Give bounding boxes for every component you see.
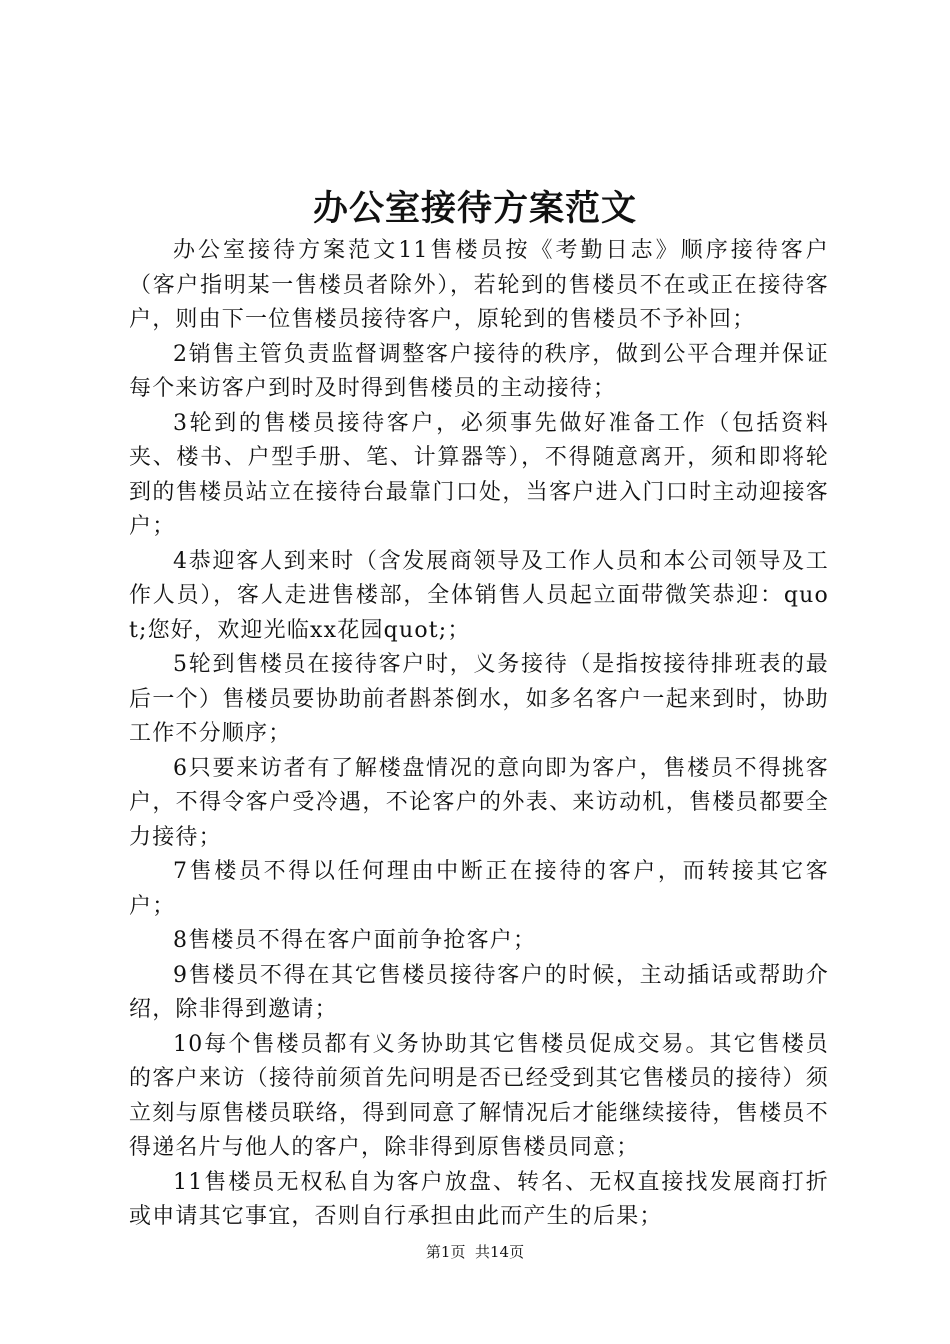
paragraph-10: 10每个售楼员都有义务协助其它售楼员促成交易。其它售楼员的客户来访（接待前须首先问明是否已经受到其它售楼员的接待）须立刻与原售楼员联络，得到同意了解情况后才能继续接待，售楼员不得递名片与他人的客户，除非得到原售楼员同意； bbox=[129, 1031, 829, 1160]
paragraph-4: 4恭迎客人到来时（含发展商领导及工作人员和本公司领导及工作人员），客人走进售楼部，全体销售人员起立面带微笑恭迎：quot;您好，欢迎光临xx花园quot;； bbox=[129, 548, 829, 643]
document-body bbox=[129, 234, 829, 1235]
paragraph-1: 办公室接待方案范文11售楼员按《考勤日志》顺序接待客户（客户指明某一售楼员者除外），若轮到的售楼员不在或正在接待客户，则由下一位售楼员接待客户，原轮到的售楼员不予补回； bbox=[129, 238, 829, 332]
page-total: 共14页 bbox=[475, 1243, 525, 1261]
paragraph-2: 2销售主管负责监督调整客户接待的秩序，做到公平合理并保证每个来访客户到时及时得到售楼员的主动接待； bbox=[129, 341, 829, 401]
paragraph-5: 5轮到售楼员在接待客户时，义务接待（是指按接待排班表的最后一个）售楼员要协助前者斟茶倒水，如多名客户一起来到时，协助工作不分顺序； bbox=[129, 652, 829, 746]
paragraph-3: 3轮到的售楼员接待客户，必须事先做好准备工作（包括资料夹、楼书、户型手册、笔、计算器等），不得随意离开，须和即将轮到的售楼员站立在接待台最靠门口处，当客户进入门口时主动迎接客户； bbox=[129, 410, 829, 539]
document-title: 办公室接待方案范文 bbox=[312, 189, 637, 229]
page-footer bbox=[0, 1242, 950, 1262]
paragraph-9: 9售楼员不得在其它售楼员接待客户的时候，主动插话或帮助介绍，除非得到邀请； bbox=[129, 962, 829, 1022]
paragraph-11: 11售楼员无权私自为客户放盘、转名、无权直接找发展商打折或申请其它事宜，否则自行承担由此而产生的后果； bbox=[129, 1169, 829, 1229]
paragraph-7: 7售楼员不得以任何理由中断正在接待的客户，而转接其它客户； bbox=[129, 859, 829, 919]
paragraph-6: 6只要来访者有了解楼盘情况的意向即为客户，售楼员不得挑客户，不得令客户受冷遇，不论客户的外表、来访动机，售楼员都要全力接待； bbox=[129, 755, 829, 850]
page-number: 第1页 bbox=[425, 1243, 466, 1261]
footer-gap bbox=[465, 1243, 475, 1261]
paragraph-8: 8售楼员不得在客户面前争抢客户； bbox=[173, 928, 537, 953]
